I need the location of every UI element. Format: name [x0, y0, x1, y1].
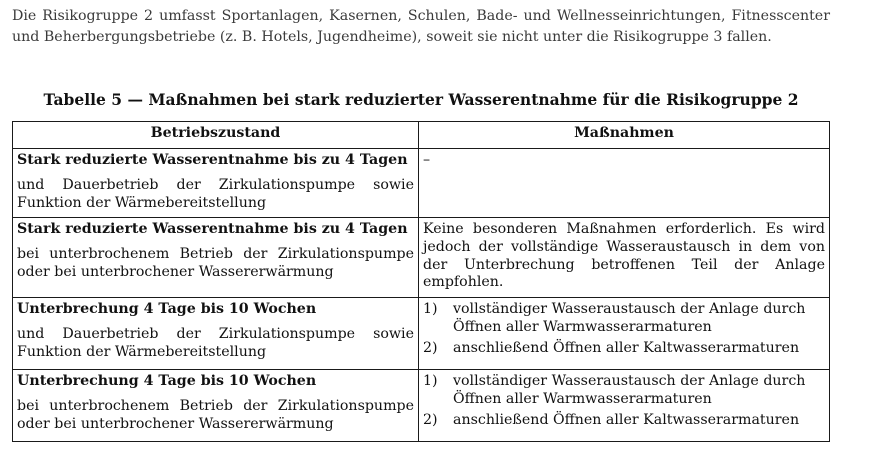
- intro-paragraph: Die Risikogruppe 2 umfasst Sportanlagen, Kasernen, Schulen, Bade- und Wellnesseinrichtungen, Fitnesscenter und Beherbergungsbetriebe (z. B. Hotels, Jugendheime), soweit sie nicht unter die Risikogruppe 3 fallen.: [12, 8, 830, 45]
- state-title: Stark reduzierte Wasserentnahme bis zu 4 Tagen: [17, 221, 408, 237]
- header-massnahmen: Maßnahmen: [419, 122, 830, 149]
- step-text: vollständiger Wasseraustausch der Anlage durch Öffnen aller Warmwasserarmaturen: [453, 301, 806, 335]
- table-header-row: [13, 122, 830, 149]
- table-row: [13, 298, 830, 370]
- measure-text: –: [423, 152, 431, 168]
- list-item: [423, 373, 825, 409]
- measure-cell: [419, 149, 830, 218]
- table-caption: Tabelle 5 — Maßnahmen bei stark reduzierter Wasserentnahme für die Risikogruppe 2: [43, 90, 799, 109]
- measure-steps: [423, 373, 825, 429]
- state-description: bei unterbrochenem Betrieb der Zirkulationspumpe oder bei unterbrochener Wassererwärmung: [17, 245, 414, 280]
- step-text: vollständiger Wasseraustausch der Anlage durch Öffnen aller Warmwasserarmaturen: [453, 373, 806, 407]
- state-cell: [13, 298, 419, 370]
- table-row: [13, 149, 830, 218]
- state-cell: [13, 218, 419, 298]
- measure-cell: [419, 370, 830, 442]
- list-item: [423, 340, 825, 358]
- step-number: 2): [423, 339, 438, 356]
- list-item: [423, 412, 825, 430]
- step-number: 1): [423, 373, 438, 389]
- state-cell: [13, 370, 419, 442]
- state-title: Stark reduzierte Wasserentnahme bis zu 4 Tagen: [17, 152, 408, 168]
- state-title: Unterbrechung 4 Tage bis 10 Wochen: [17, 301, 317, 317]
- state-title: Unterbrechung 4 Tage bis 10 Wochen: [17, 373, 317, 389]
- header-betriebszustand: Betriebszustand: [13, 122, 419, 149]
- step-text: anschließend Öffnen aller Kaltwasserarmaturen: [453, 339, 800, 356]
- state-cell: [13, 149, 419, 218]
- measure-steps: [423, 301, 825, 357]
- measure-cell: [419, 218, 830, 298]
- state-description: und Dauerbetrieb der Zirkulationspumpe sowie Funktion der Wärmebereitstellung: [17, 176, 414, 211]
- state-description: bei unterbrochenem Betrieb der Zirkulationspumpe oder bei unterbrochener Wassererwärmung: [17, 397, 414, 432]
- list-item: [423, 301, 825, 337]
- measure-text: Keine besonderen Maßnahmen erforderlich. Es wird jedoch der vollständige Wasseraustausch in dem von der Unterbrechung betroffenen Teil der Anlage empfohlen.: [423, 221, 825, 291]
- step-number: 1): [423, 301, 438, 317]
- step-number: 2): [423, 411, 438, 428]
- measure-cell: [419, 298, 830, 370]
- state-description: und Dauerbetrieb der Zirkulationspumpe sowie Funktion der Wärmebereitstellung: [17, 325, 414, 360]
- table-row: [13, 370, 830, 442]
- measures-table: [12, 121, 830, 442]
- step-text: anschließend Öffnen aller Kaltwasserarmaturen: [453, 411, 800, 428]
- table-row: [13, 218, 830, 298]
